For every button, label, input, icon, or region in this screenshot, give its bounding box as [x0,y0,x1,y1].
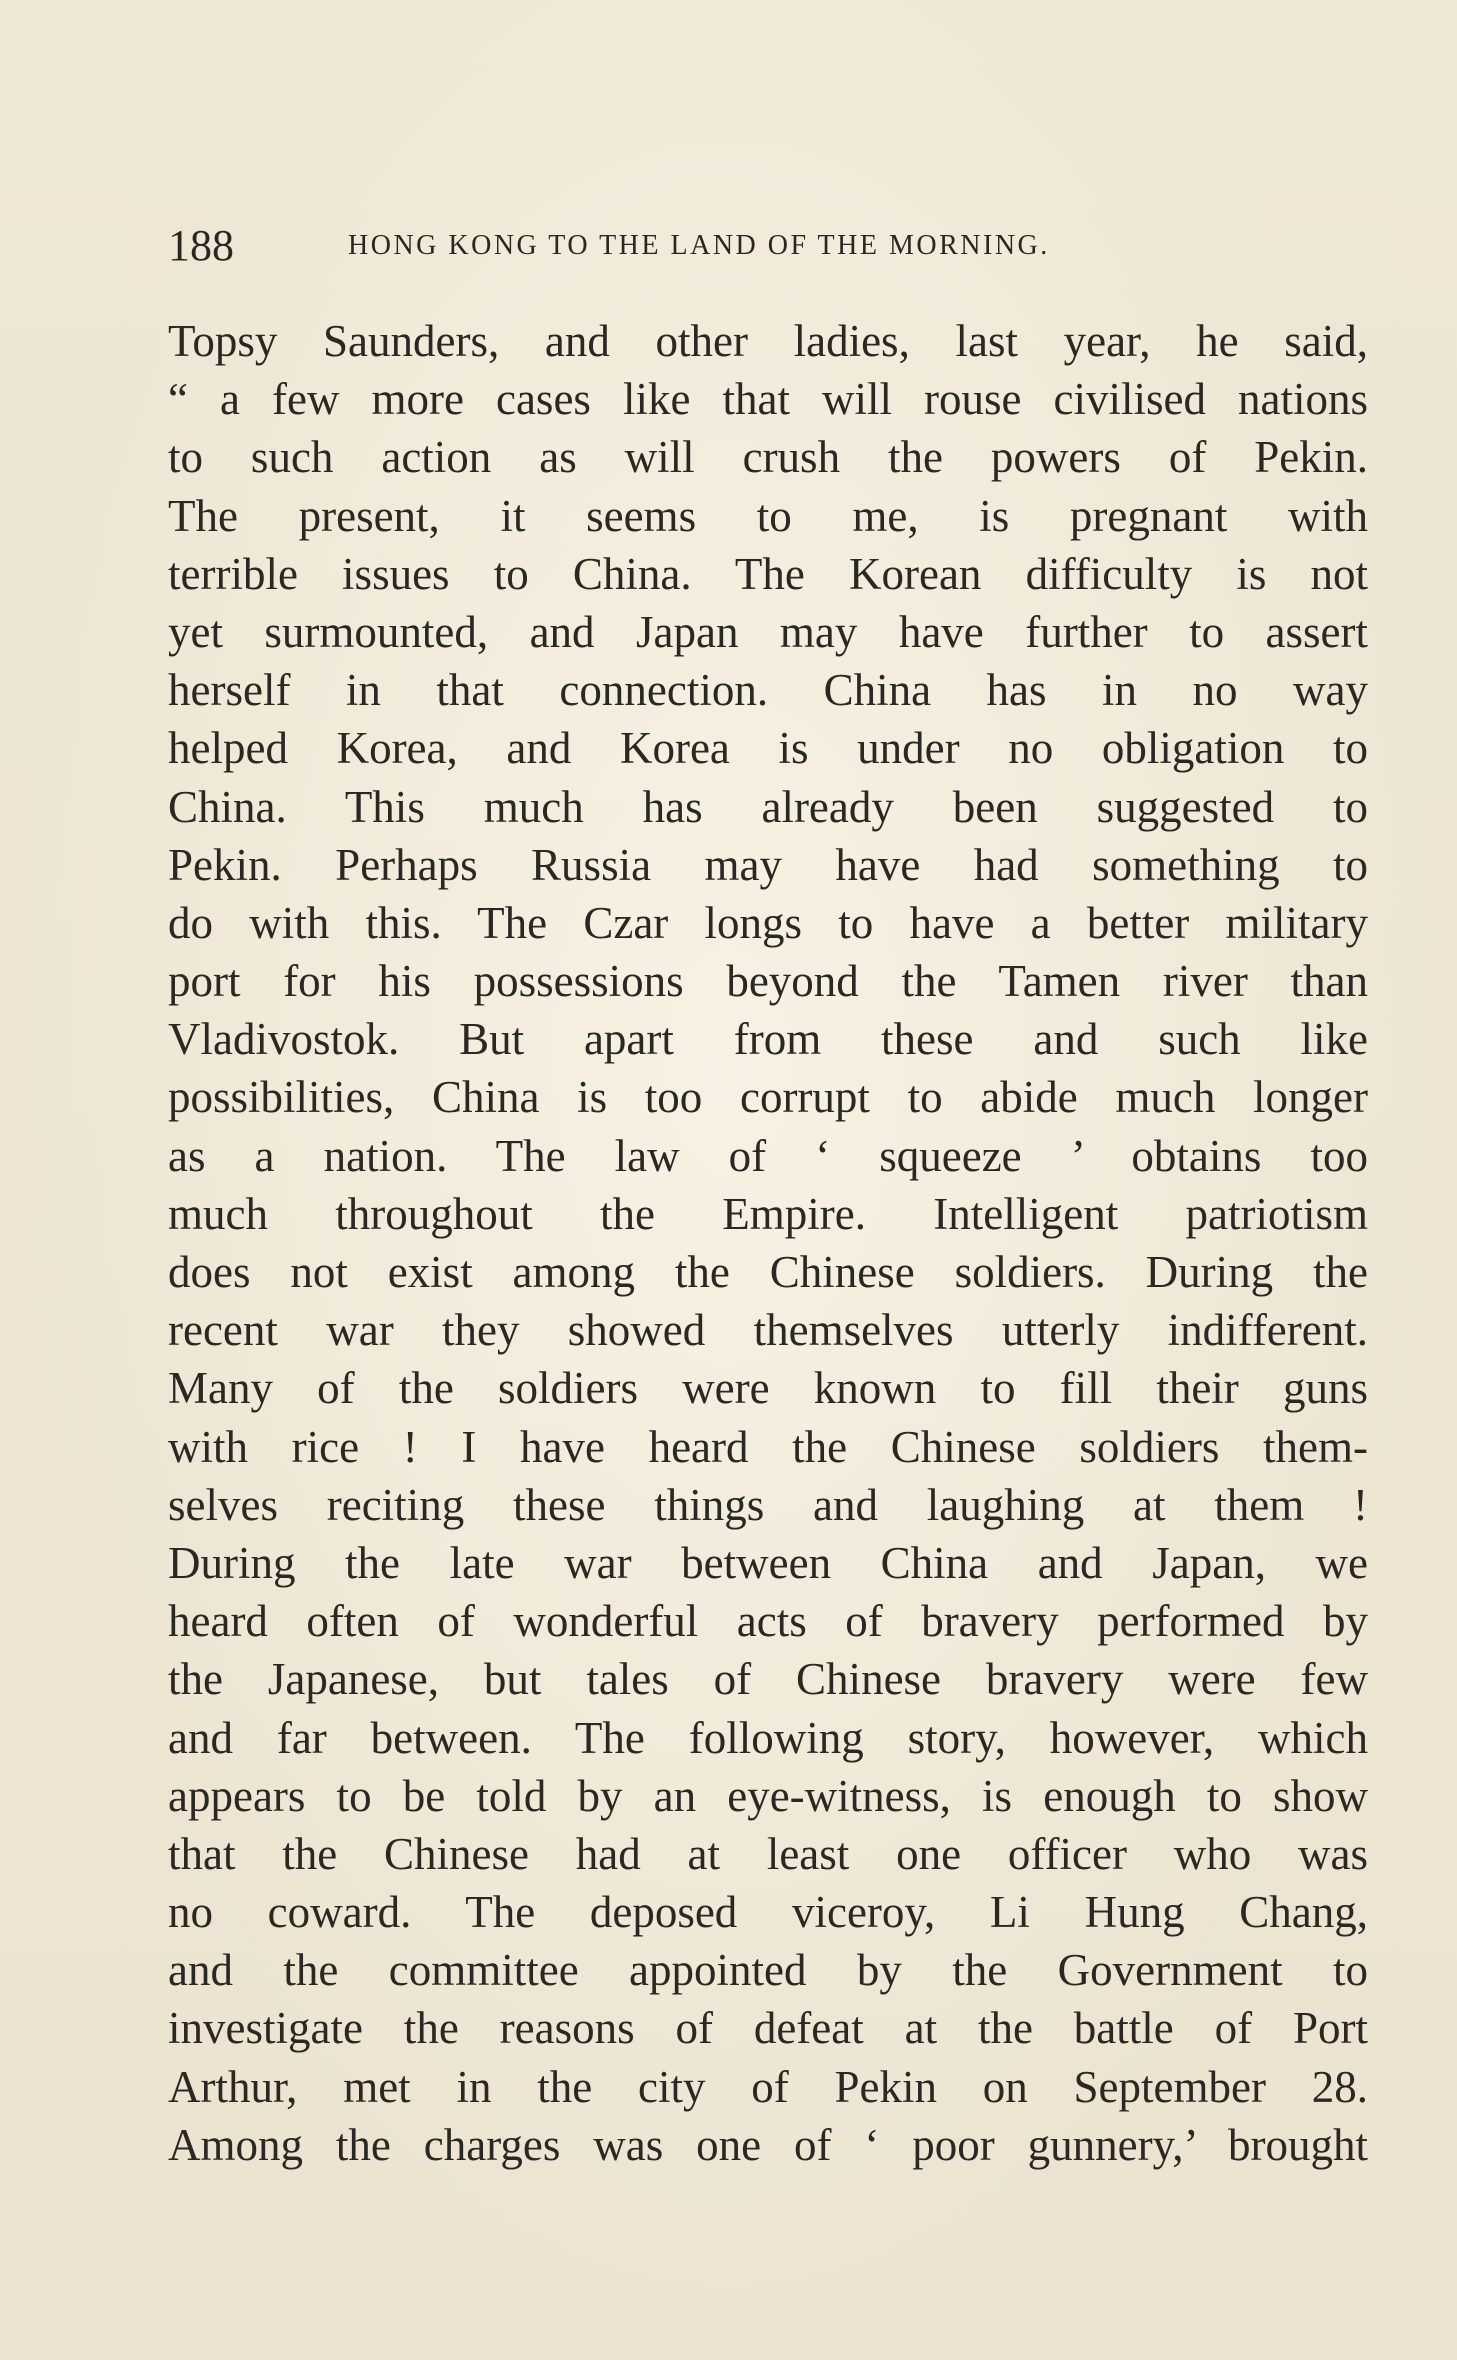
text-line: much throughout the Empire. Intelligent patriotism [168,1188,1368,1239]
text-line: Arthur, met in the city of Pekin on September 28. [168,2061,1368,2112]
text-line: investigate the reasons of defeat at the battle of Port [168,2003,1368,2054]
page-number: 188 [168,221,234,270]
text-line: that the Chinese had at least one officer who was [168,1828,1368,1879]
text-line: “ a few more cases like that will rouse civilised nations [168,374,1368,425]
text-line: China. This much has already been suggested to [168,781,1368,832]
running-title: HONG KONG TO THE LAND OF THE MORNING. [348,230,1050,261]
running-head [168,216,1368,276]
text-line: selves reciting these things and laughing at them ! [168,1479,1368,1530]
text-line: During the late war between China and Japan, we [168,1537,1368,1588]
text-line: recent war they showed themselves utterly indifferent. [168,1305,1368,1356]
text-line: Topsy Saunders, and other ladies, last year, he said, [168,316,1368,366]
text-line: and far between. The following story, however, which [168,1712,1368,1763]
text-line: terrible issues to China. The Korean difficulty is not [168,548,1368,599]
text-line: heard often of wonderful acts of bravery performed by [168,1596,1368,1647]
text-line: Vladivostok. But apart from these and such like [168,1014,1368,1065]
text-line: with rice ! I have heard the Chinese soldiers them- [168,1421,1368,1472]
text-line: helped Korea, and Korea is under no obligation to [168,723,1368,774]
text-line: The present, it seems to me, is pregnant with [168,490,1368,541]
text-line: do with this. The Czar longs to have a better military [168,897,1368,948]
text-line: Many of the soldiers were known to fill their guns [168,1363,1368,1414]
text-line: no coward. The deposed viceroy, Li Hung Chang, [168,1887,1368,1938]
text-line: to such action as will crush the powers of Pekin. [168,432,1368,483]
text-line: Pekin. Perhaps Russia may have had something to [168,839,1368,890]
text-line: possibilities, China is too corrupt to abide much longer [168,1072,1368,1123]
body-text [168,312,1368,2174]
text-line: as a nation. The law of ‘ squeeze ’ obtains too [168,1130,1368,1181]
text-line: and the committee appointed by the Government to [168,1945,1368,1996]
text-line: the Japanese, but tales of Chinese bravery were few [168,1654,1368,1705]
text-line: Among the charges was one of ‘ poor gunnery,’ brought [168,2119,1368,2170]
text-line: does not exist among the Chinese soldiers. During the [168,1247,1368,1297]
text-line: yet surmounted, and Japan may have further to assert [168,606,1368,657]
text-line: appears to be told by an eye-witness, is enough to show [168,1770,1368,1821]
text-line: herself in that connection. China has in no way [168,665,1368,716]
text-line: port for his possessions beyond the Tamen river than [168,956,1368,1007]
